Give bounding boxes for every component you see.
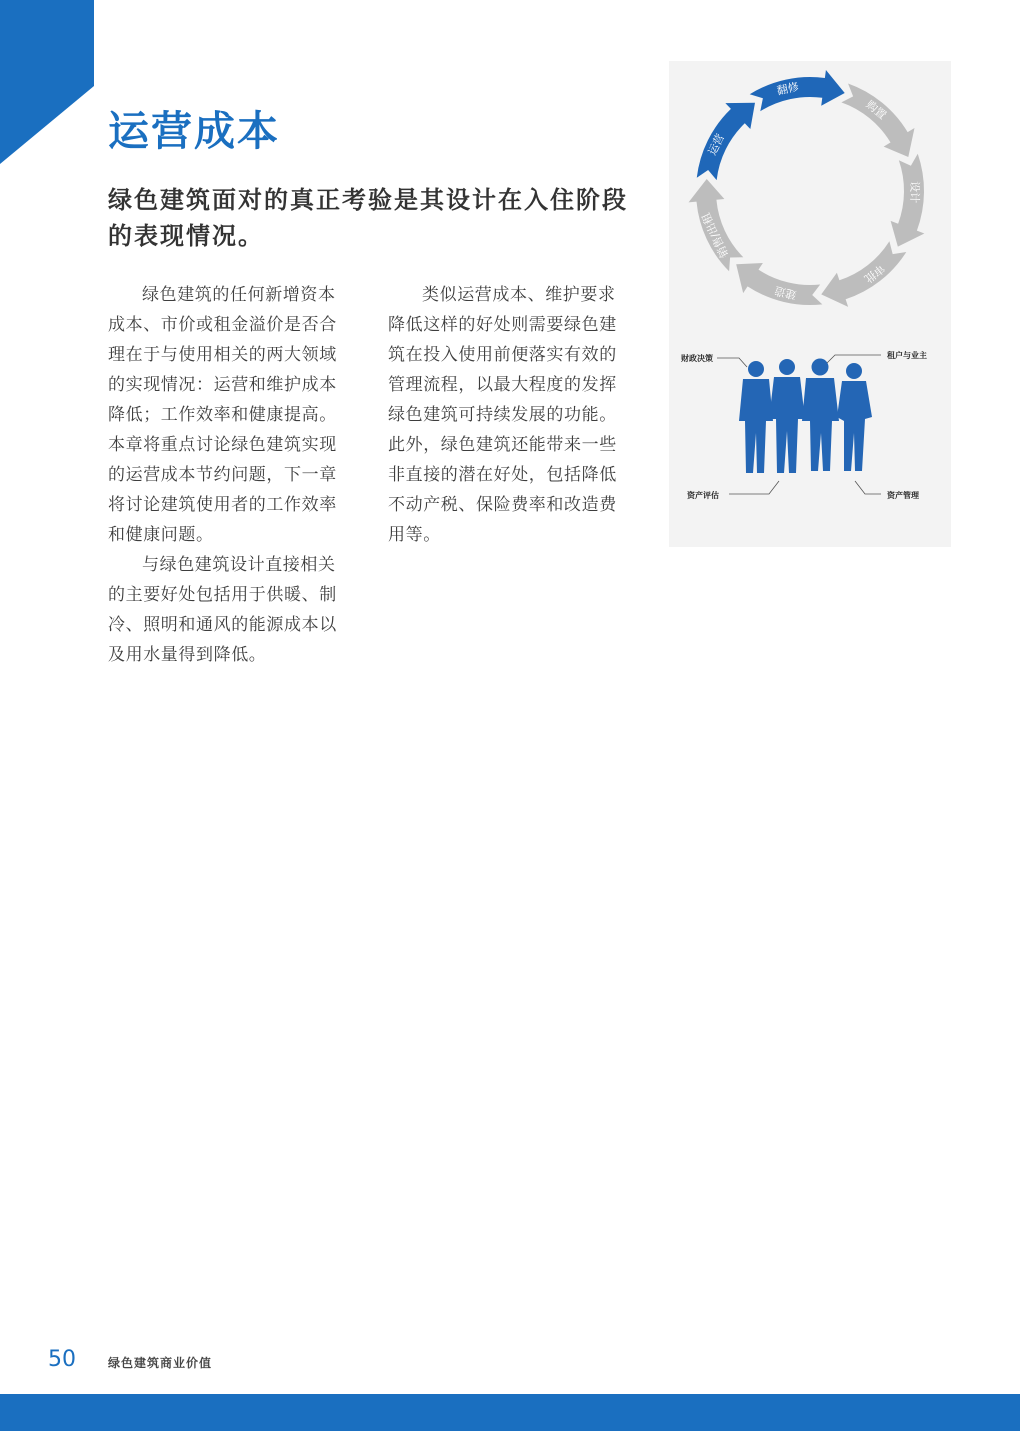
people-silhouette-icon bbox=[739, 359, 872, 474]
cycle-stage-label: 运营 bbox=[705, 131, 728, 158]
cycle-arrow-segment bbox=[697, 103, 755, 180]
corner-accent bbox=[0, 0, 94, 164]
paragraph: 与绿色建筑设计直接相关的主要好处包括用于供暖、制冷、照明和通风的能源成本以及用水量得到降低。 bbox=[108, 555, 337, 665]
page-title: 运营成本 bbox=[108, 107, 280, 155]
right-column bbox=[388, 280, 633, 550]
lifecycle-cycle bbox=[689, 70, 925, 307]
cycle-stage-label: 审批 bbox=[861, 261, 887, 286]
role-label-tenant-owner: 租户与业主 bbox=[887, 351, 927, 360]
building-lifecycle-figure bbox=[669, 61, 951, 547]
footer-title: 绿色建筑商业价值 bbox=[108, 1356, 213, 1370]
cycle-arrow-segment bbox=[841, 84, 914, 157]
role-label-asset-management: 资产管理 bbox=[887, 491, 919, 500]
cycle-stage-label: 建造 bbox=[773, 283, 798, 302]
cycle-stage-label: 设计 bbox=[907, 181, 922, 204]
cycle-stage-label: 翻修 bbox=[775, 80, 801, 98]
role-label-finance: 财政决策 bbox=[681, 354, 713, 363]
page-subtitle: 绿色建筑面对的真正考验是其设计在入住阶段的表现情况。 bbox=[108, 186, 628, 250]
cycle-stage-label: 销售/出租 bbox=[699, 210, 732, 260]
paragraph: 类似运营成本、维护要求降低这样的好处则需要绿色建筑在投入使用前便落实有效的管理流程，以最大程度的发挥绿色建筑可持续发展的功能。此外，绿色建筑还能带来一些非直接的潜在好处，包括降低不动产税、保险费率和改造费用等。 bbox=[388, 285, 617, 545]
left-column bbox=[108, 280, 353, 670]
role-label-asset-valuation: 资产评估 bbox=[687, 491, 719, 500]
paragraph: 绿色建筑的任何新增资本成本、市价或租金溢价是否合理在于与使用相关的两大领域的实现情况：运营和维护成本降低；工作效率和健康提高。本章将重点讨论绿色建筑实现的运营成本节约问题，下一章将讨论建筑使用者的工作效率和健康问题。 bbox=[108, 285, 337, 545]
cycle-stage-label: 购置 bbox=[863, 98, 889, 123]
page-number: 50 bbox=[48, 1347, 76, 1372]
bottom-bar bbox=[0, 1394, 1020, 1431]
